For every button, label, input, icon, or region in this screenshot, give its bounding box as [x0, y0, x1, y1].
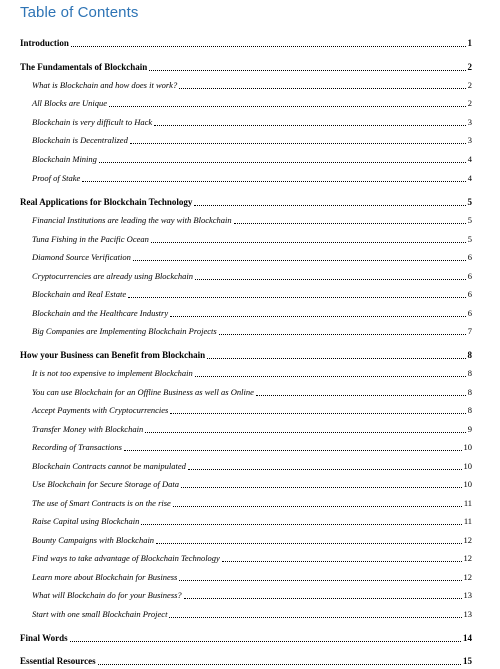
toc-entry-text: Introduction [20, 38, 69, 48]
toc-entry-text: Blockchain is Decentralized [32, 135, 128, 145]
toc-page-number: 6 [467, 271, 472, 281]
toc-entry-text: Blockchain Contracts cannot be manipulated [32, 461, 186, 471]
toc-page-number: 13 [463, 609, 472, 619]
toc-subentry[interactable] [32, 477, 472, 491]
dot-leader [179, 80, 466, 89]
toc-subentry[interactable] [32, 385, 472, 399]
dot-leader [149, 62, 465, 71]
toc-page-number: 14 [463, 633, 472, 643]
toc-page-number: 12 [463, 572, 472, 582]
toc-entry-text: Learn more about Blockchain for Business [32, 572, 178, 582]
toc-page-number: 8 [467, 368, 472, 378]
dot-leader [219, 326, 466, 335]
toc-page-number: 5 [467, 234, 472, 244]
dot-leader [109, 98, 466, 107]
toc-page-number: 10 [463, 479, 472, 489]
toc-subentry[interactable] [32, 287, 472, 301]
dot-leader [170, 308, 466, 317]
toc-subentry[interactable] [32, 324, 472, 338]
toc-entry-text: Accept Payments with Cryptocurrencies [32, 405, 169, 415]
toc-subentry[interactable] [32, 115, 472, 129]
dot-leader [194, 197, 465, 206]
toc-entry-text: It is not too expensive to implement Blockchain [32, 368, 193, 378]
toc-subentry[interactable] [32, 213, 472, 227]
dot-leader [133, 252, 466, 261]
dot-leader [98, 656, 461, 665]
toc-heading-entry[interactable] [20, 195, 472, 209]
dot-leader [99, 154, 466, 163]
toc-entry-text: You can use Blockchain for an Offline Business as well as Online [32, 387, 254, 397]
toc-subentry[interactable] [32, 570, 472, 584]
toc-page-number: 8 [467, 350, 472, 360]
toc-subentry[interactable] [32, 366, 472, 380]
toc-entry-text: Raise Capital using Blockchain [32, 516, 140, 526]
toc-entry-text: Blockchain and the Healthcare Industry [32, 308, 169, 318]
toc-subentry[interactable] [32, 133, 472, 147]
toc-subentry[interactable] [32, 514, 472, 528]
toc-subentry[interactable] [32, 269, 472, 283]
dot-leader [207, 350, 465, 359]
dot-leader [156, 535, 461, 544]
toc-heading-entry[interactable] [20, 36, 472, 50]
toc-page-number: 13 [463, 590, 472, 600]
toc-entry-text: Big Companies are Implementing Blockchain Projects [32, 326, 217, 336]
toc-entry-text: What is Blockchain and how does it work? [32, 80, 178, 90]
toc-subentry[interactable] [32, 533, 472, 547]
toc-entry-text: Blockchain Mining [32, 154, 97, 164]
toc-entry-text: How your Business can Benefit from Blockchain [20, 350, 206, 360]
toc-page-number: 4 [467, 173, 472, 183]
toc-subentry[interactable] [32, 171, 472, 185]
toc-page-number: 15 [463, 656, 472, 666]
toc-entry-text: Final Words [20, 633, 68, 643]
dot-leader [234, 215, 466, 224]
toc-entry-text: Bounty Campaigns with Blockchain [32, 535, 155, 545]
toc-subentry[interactable] [32, 422, 472, 436]
dot-leader [184, 590, 462, 599]
toc-page-number: 11 [463, 498, 472, 508]
toc-subentry[interactable] [32, 78, 472, 92]
dot-leader [151, 234, 466, 243]
toc-page-number: 2 [467, 98, 472, 108]
dot-leader [82, 173, 465, 182]
toc-page-number: 6 [467, 289, 472, 299]
toc-page-number: 10 [463, 442, 472, 452]
toc-entry-text: The use of Smart Contracts is on the rise [32, 498, 171, 508]
dot-leader [170, 405, 465, 414]
toc-entry-text: The Fundamentals of Blockchain [20, 62, 148, 72]
dot-leader [169, 609, 461, 618]
toc-entry-text: Cryptocurrencies are already using Blockchain [32, 271, 193, 281]
toc-title: Table of Contents [20, 4, 139, 21]
toc-heading-entry[interactable] [20, 60, 472, 74]
toc-entry-text: Real Applications for Blockchain Technology [20, 197, 193, 207]
dot-leader [71, 38, 466, 47]
toc-subentry[interactable] [32, 440, 472, 454]
dot-leader [173, 498, 462, 507]
toc-page-number: 2 [467, 62, 472, 72]
toc-subentry[interactable] [32, 403, 472, 417]
dot-leader [188, 461, 462, 470]
toc-subentry[interactable] [32, 551, 472, 565]
toc-subentry[interactable] [32, 607, 472, 621]
toc-entry-text: Tuna Fishing in the Pacific Ocean [32, 234, 149, 244]
toc-entry-text: What will Blockchain do for your Business? [32, 590, 182, 600]
toc-heading-entry[interactable] [20, 348, 472, 362]
toc-page-number: 3 [467, 135, 472, 145]
dot-leader [130, 135, 466, 144]
dot-leader [195, 368, 466, 377]
toc-page-number: 2 [467, 80, 472, 90]
toc-page-number: 12 [463, 535, 472, 545]
toc-subentry[interactable] [32, 306, 472, 320]
toc-page-number: 8 [467, 405, 472, 415]
toc-heading-entry[interactable] [20, 654, 472, 668]
dot-leader [256, 387, 466, 396]
toc-subentry[interactable] [32, 232, 472, 246]
toc-entry-text: Essential Resources [20, 656, 96, 666]
toc-subentry[interactable] [32, 496, 472, 510]
toc-subentry[interactable] [32, 588, 472, 602]
toc-page-number: 8 [467, 387, 472, 397]
toc-entry-text: Find ways to take advantage of Blockchain Technology [32, 553, 220, 563]
toc-subentry[interactable] [32, 96, 472, 110]
toc-entry-text: Diamond Source Verification [32, 252, 131, 262]
dot-leader [179, 572, 461, 581]
toc-subentry[interactable] [32, 250, 472, 264]
toc-entry-text: Proof of Stake [32, 173, 81, 183]
dot-leader [141, 516, 461, 525]
toc-entry-text: Blockchain is very difficult to Hack [32, 117, 153, 127]
toc-page-number: 5 [467, 215, 472, 225]
toc-subentry[interactable] [32, 152, 472, 166]
toc-page-number: 5 [467, 197, 472, 207]
dot-leader [124, 442, 462, 451]
toc-page-number: 10 [463, 461, 472, 471]
toc-entry-text: Financial Institutions are leading the way with Blockchain [32, 215, 232, 225]
toc-page-number: 6 [467, 252, 472, 262]
toc-page-number: 6 [467, 308, 472, 318]
toc-entry-text: Use Blockchain for Secure Storage of Data [32, 479, 179, 489]
dot-leader [195, 271, 466, 280]
dot-leader [222, 553, 462, 562]
dot-leader [128, 289, 466, 298]
toc-page-number: 1 [467, 38, 472, 48]
toc-entry-text: Recording of Transactions [32, 442, 122, 452]
toc-page-number: 12 [463, 553, 472, 563]
toc-page-number: 4 [467, 154, 472, 164]
toc-entry-text: Start with one small Blockchain Project [32, 609, 168, 619]
toc-page-number: 3 [467, 117, 472, 127]
toc-page-number: 9 [467, 424, 472, 434]
toc-page-number: 11 [463, 516, 472, 526]
toc-entry-text: Blockchain and Real Estate [32, 289, 127, 299]
dot-leader [154, 117, 466, 126]
dot-leader [181, 479, 462, 488]
dot-leader [70, 633, 461, 642]
dot-leader [145, 424, 466, 433]
toc-heading-entry[interactable] [20, 631, 472, 645]
toc-entry-text: Transfer Money with Blockchain [32, 424, 144, 434]
toc-subentry[interactable] [32, 459, 472, 473]
toc-entry-text: All Blocks are Unique [32, 98, 107, 108]
toc-page-number: 7 [467, 326, 472, 336]
